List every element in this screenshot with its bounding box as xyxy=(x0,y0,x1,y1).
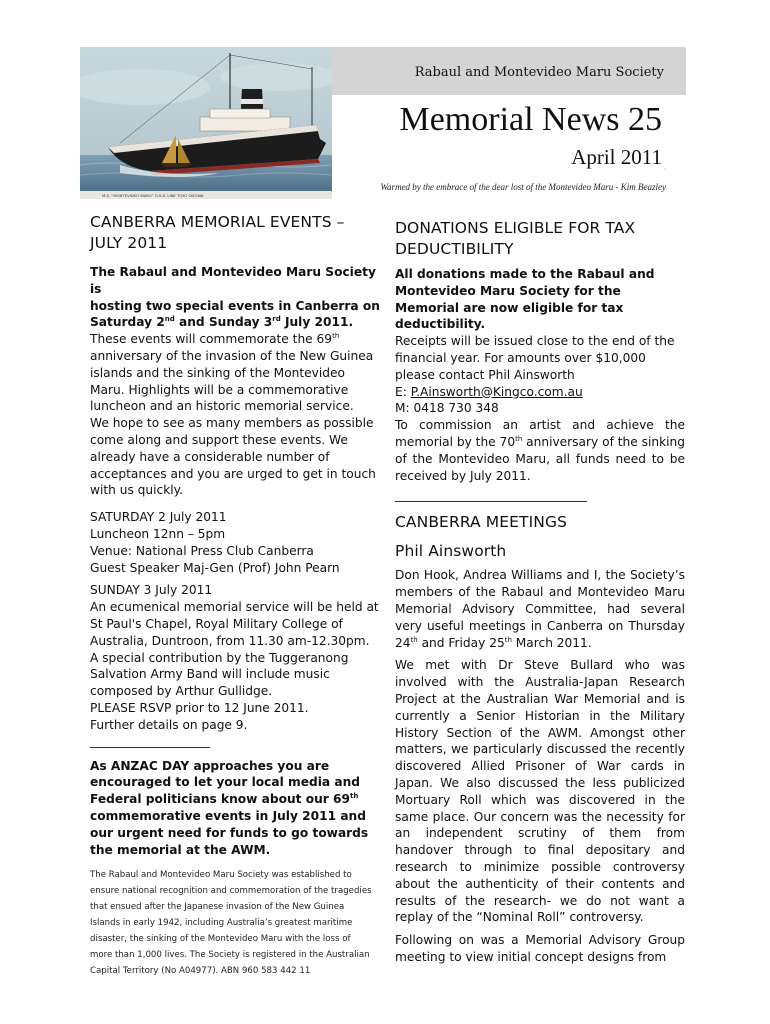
newsletter-title: Memorial News 25 xyxy=(399,101,662,138)
email-link[interactable]: P.Ainsworth@Kingco.com.au xyxy=(410,384,583,399)
right-divider: ________________________________ xyxy=(395,488,587,503)
ship-caption: M.S. “MONTEVIDEO MARU” O.S.K. LINE TOYO ODOWA xyxy=(102,193,204,198)
society-footnote: The Rabaul and Montevideo Maru Society was established to ensure national recognition and commemoration of the tragedies that ensued after the Japanese invasion of the New Guinea Islands in early 1942, including Australia’s greatest maritime disaster, the sinking of the Montevideo Maru with the loss of more than 1,000 lives. The Society is registered in the Australian Capital Territory (No A04977). ABN 960 583 442 11 xyxy=(90,870,372,976)
meetings-paragraph-3: Following on was a Memorial Advisory Group meeting to view initial concept designs from xyxy=(395,933,685,964)
donations-bold: All donations made to the Rabaul and Montevideo Maru Society for the Memorial are now eligible for tax deductibility. xyxy=(395,267,655,332)
left-divider: ____________________ xyxy=(90,733,210,748)
receipts-text: Receipts will be issued close to the end of the financial year. For amounts over $10,000 please contact Phil Ainsworth xyxy=(395,334,675,382)
events-hope: We hope to see as many members as possible come along and support these events. We already have a considerable number of acceptances and you are urged to get in touch with us quickly. xyxy=(90,416,376,498)
meetings-paragraph-2: We met with Dr Steve Bullard who was involved with the Australia-Japan Research Project at the Australian War Memorial and is currently a Senior Historian in the Military History Section of the AWM. Amongst other matters, we particularly discussed the recently discovered Allied Prisoner of War cards in Japan. We also discussed the less publicized Mortuary Roll which was discovered in the same place. Our concern was the necessity for an independent scrutiny of them from handover through to final depositary and research to minimize possible controversy about the authenticity of their contents and results of the research- we do not want a replay of the “Nominal Roll” controversy. xyxy=(395,658,685,925)
contact-email: E: P.Ainsworth@Kingco.com.au xyxy=(395,384,583,399)
masthead-tagline: Warmed by the embrace of the dear lost of the Montevideo Maru - Kim Beazley xyxy=(380,182,666,192)
donations-heading: DONATIONS ELIGIBLE FOR TAX DEDUCTIBILITY xyxy=(395,219,636,258)
contact-mobile: M: 0418 730 348 xyxy=(395,401,499,416)
ship-illustration xyxy=(80,47,332,199)
further-details: Further details on page 9. xyxy=(90,717,248,732)
author-byline: Phil Ainsworth xyxy=(395,542,507,561)
meetings-heading: CANBERRA MEETINGS xyxy=(395,513,568,532)
society-name: Rabaul and Montevideo Maru Society xyxy=(414,65,664,80)
meetings-paragraph-1: Don Hook, Andrea Williams and I, the Society’s members of the Rabaul and Montevideo Maru Memorial Advisory Committee, had several very useful meetings in Canberra on Thursday 24th and Friday 25th March 2011. xyxy=(395,568,685,650)
issue-date: April 2011 xyxy=(571,145,662,169)
sunday-heading: SUNDAY 3 July 2011 xyxy=(90,583,213,598)
sunday-body: An ecumenical memorial service will be held at St Paul's Chapel, Royal Military College of Australia, Duntroon, from 11.30 am-12.30pm. A special contribution by the Tuggeranong Salvation Army Band will include music composed by Arthur Gullidge. xyxy=(90,600,379,699)
events-intro: These events will commemorate the 69th anniversary of the invasion of the New Guinea islands and the sinking of the Montevideo Maru. Highlights will be a commemorative luncheon and an historic memorial service. xyxy=(90,332,374,414)
saturday-speaker: Guest Speaker Maj-Gen (Prof) John Pearn xyxy=(90,560,340,575)
commission-text: To commission an artist and achieve the memorial by the 70th anniversary of the sinking of the Montevideo Maru, all funds need to be received by July 2011. xyxy=(395,418,685,483)
society-banner xyxy=(332,47,686,95)
rsvp-note: PLEASE RSVP prior to 12 June 2011. xyxy=(90,700,309,715)
saturday-time: Luncheon 12nn – 5pm xyxy=(90,526,226,541)
ship-painting xyxy=(80,47,332,199)
saturday-venue: Venue: National Press Club Canberra xyxy=(90,543,314,558)
tiny-mark: ´ xyxy=(663,169,666,175)
saturday-heading: SATURDAY 2 July 2011 xyxy=(90,510,227,525)
masthead xyxy=(80,47,686,199)
right-column xyxy=(395,212,685,966)
anzac-callout: As ANZAC DAY approaches you are encouraged to let your local media and Federal politicians know about our 69th commemorative events in July 2011 and our urgent need for funds to go towards the memorial at the AWM. xyxy=(90,758,369,857)
canberra-events-heading: CANBERRA MEMORIAL EVENTS – JULY 2011 xyxy=(90,213,345,252)
left-column xyxy=(90,212,380,980)
events-intro-bold: The Rabaul and Montevideo Maru Society is hosting two special events in Canberra on Saturday 2nd and Sunday 3rd July 2011. xyxy=(90,265,380,330)
